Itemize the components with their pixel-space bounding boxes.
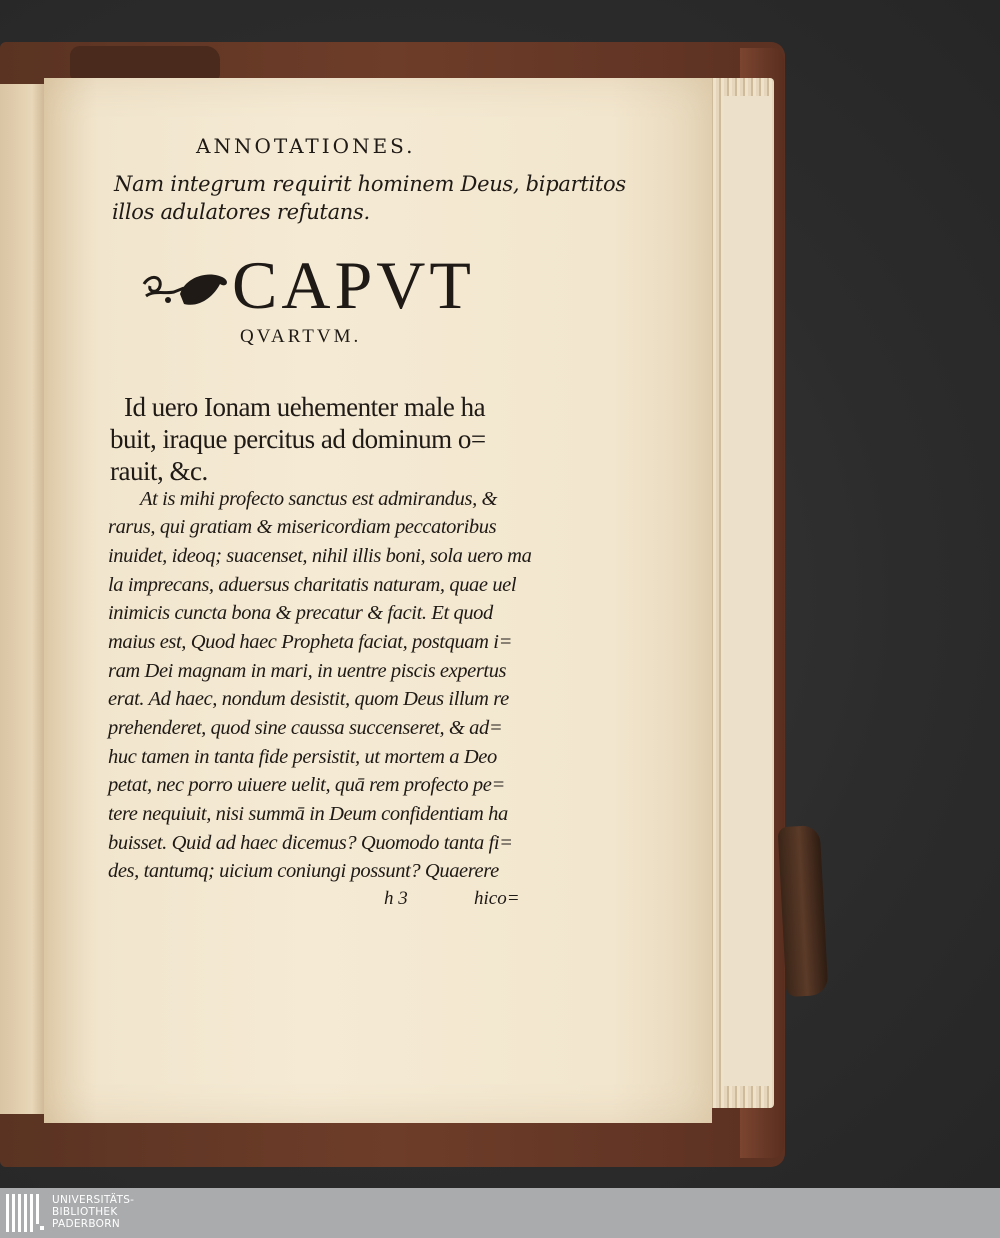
body-line: inimicis cuncta bona & precatur & facit. Et quod xyxy=(108,602,493,624)
lemma-line: buit, iraque percitus ad dominum o= xyxy=(110,424,486,454)
lemma-line: rauit, &c. xyxy=(110,456,208,486)
signature-mark: h 3 xyxy=(384,888,408,909)
body-line: tere nequiuit, nisi summā in Deum confidentiam ha xyxy=(108,803,508,825)
footer-bar xyxy=(0,1188,1000,1238)
body-line: erat. Ad haec, nondum desistit, quom Deus illum re xyxy=(108,688,509,710)
chapter-subtitle: QVARTVM. xyxy=(240,326,362,347)
body-line: la imprecans, aduersus charitatis naturam, quae uel xyxy=(108,574,517,596)
logo-line: BIBLIOTHEK xyxy=(52,1206,118,1218)
body-line: des, tantumq; uicium coniungi possunt? Quaerere xyxy=(108,860,499,882)
body-line: huc tamen in tanta fide persistit, ut mortem a Deo xyxy=(108,746,497,768)
body-line: inuidet, ideoq; suacenset, nihil illis boni, sola uero ma xyxy=(108,545,532,567)
running-head: ANNOTATIONES. xyxy=(196,134,416,158)
logo-line: UNIVERSITÄTS- xyxy=(52,1194,135,1206)
body-line: maius est, Quod haec Propheta faciat, postquam i= xyxy=(108,631,513,653)
body-line: At is mihi profecto sanctus est admirandus, & xyxy=(140,488,498,510)
body-line: prehenderet, quod sine caussa succenseret, & ad= xyxy=(108,717,503,739)
fleuron-ornament-icon xyxy=(140,266,232,312)
body-line: ram Dei magnam in mari, in uentre piscis expertus xyxy=(108,660,507,682)
intro-line: Nam integrum requirit hominem Deus, bipartitos xyxy=(114,172,626,196)
library-logo-icon xyxy=(6,1192,44,1234)
intro-line: illos adulatores refutans. xyxy=(112,200,370,224)
logo-line: PADERBORN xyxy=(52,1218,120,1230)
lemma-line: Id uero Ionam uehementer male ha xyxy=(124,392,486,422)
chapter-title: CAPVT xyxy=(232,247,475,323)
body-line: rarus, qui gratiam & misericordiam peccatoribus xyxy=(108,516,497,538)
body-line: buisset. Quid ad haec dicemus? Quomodo tanta fi= xyxy=(108,832,513,854)
catchword: hico= xyxy=(474,888,520,909)
library-logo-text xyxy=(52,1194,134,1230)
body-line: petat, nec porro uiuere uelit, quā rem profecto pe= xyxy=(108,774,505,796)
